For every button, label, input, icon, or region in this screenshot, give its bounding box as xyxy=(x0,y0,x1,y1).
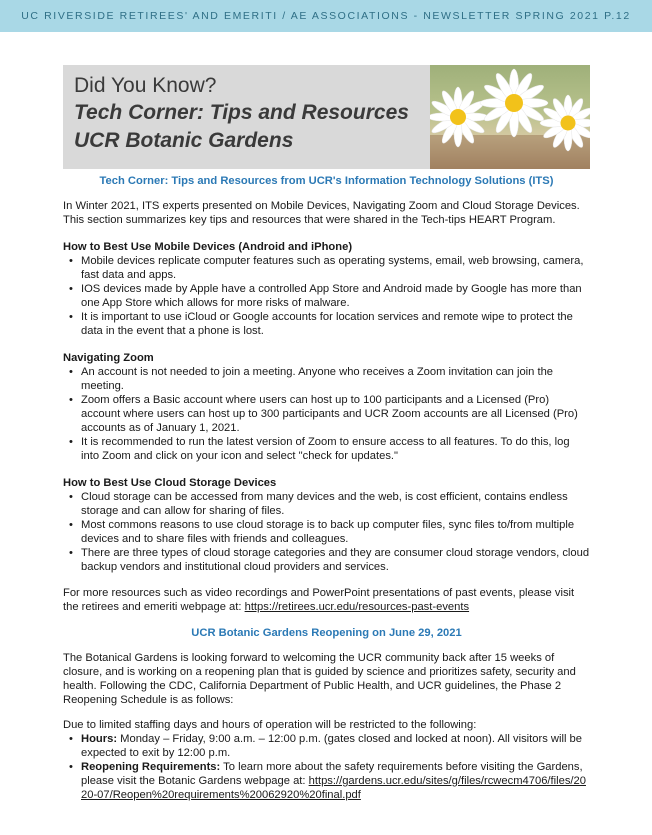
banner-title: Tech Corner: Tips and Resources xyxy=(74,101,409,124)
list-item: • There are three types of cloud storage categories and they are consumer cloud storage vendors, cloud backup vendors and institutional cloud providers and services. xyxy=(63,546,590,574)
gardens-list xyxy=(63,732,590,802)
resources-link[interactable]: https://retirees.ucr.edu/resources-past-events xyxy=(244,601,470,613)
cloud-list xyxy=(63,490,590,574)
list-item: • Most commons reasons to use cloud storage is to back up computer files, sync files to/from multiple devices and to share files with friends and colleagues. xyxy=(63,518,590,546)
daisy-flowers-photo xyxy=(430,65,590,169)
cloud-heading: How to Best Use Cloud Storage Devices xyxy=(63,477,277,489)
tech-corner-heading: Tech Corner: Tips and Resources from UCR's Information Technology Solutions (ITS) xyxy=(99,175,554,187)
list-item: • An account is not needed to join a meeting. Anyone who receives a Zoom invitation can join the meeting. xyxy=(63,365,590,393)
list-item: • Mobile devices replicate computer features such as operating systems, email, web browsing, camera, fast data and apps. xyxy=(63,254,590,282)
tech-intro: In Winter 2021, ITS experts presented on Mobile Devices, Navigating Zoom and Cloud Storage Devices. This section summarizes key tips and resources that were shared in the Tech-tips HEART Program. xyxy=(63,200,580,226)
banner-kicker: Did You Know? xyxy=(74,74,217,97)
newsletter-header-bar xyxy=(0,0,652,32)
zoom-heading: Navigating Zoom xyxy=(63,352,154,364)
list-item: • It is important to use iCloud or Google accounts for location services and remote wipe to protect the data in the event that a phone is lost. xyxy=(63,310,590,338)
hours-text: Monday – Friday, 9:00 a.m. – 12:00 p.m. (gates closed and locked at noon). All visitors will be expected to exit by 12:00 p.m. xyxy=(81,733,582,759)
gardens-heading: UCR Botanic Gardens Reopening on June 29, 2021 xyxy=(191,627,462,639)
article-body xyxy=(63,172,590,802)
zoom-list xyxy=(63,365,590,463)
requirements-link[interactable]: https://gardens.ucr.edu/sites/g/files/rcwecm4706/files/2020-07/Reopen%20requirements%20062920%20final.pdf xyxy=(81,775,586,801)
daisy-icon xyxy=(430,65,590,169)
mobile-heading: How to Best Use Mobile Devices (Android and iPhone) xyxy=(63,241,353,253)
resources-text: For more resources such as video recordings and PowerPoint presentations of past events, please visit the retirees and emeriti webpage at: xyxy=(63,587,575,613)
gardens-intro: The Botanical Gardens is looking forward to welcoming the UCR community back after 15 weeks of closure, and is working on a reopening plan that is guided by science and prioritizes safety, security and health. Following the CDC, California Department of Public Health, and UCR guidelines, the Phase 2 Reopening Schedule is as follows: xyxy=(63,652,576,706)
list-item: • It is recommended to run the latest version of Zoom to ensure access to all features. To do this, log into Zoom and click on your icon and select "check for updates." xyxy=(63,435,590,463)
resources-paragraph xyxy=(63,586,590,614)
list-item: • IOS devices made by Apple have a controlled App Store and Android made by Google has more than one App Store which allows for more risks of malware. xyxy=(63,282,590,310)
mobile-list xyxy=(63,254,590,338)
hours-label: Hours: xyxy=(81,733,118,745)
list-item xyxy=(63,732,590,760)
banner-subtitle: UCR Botanic Gardens xyxy=(74,129,294,152)
requirements-label: Reopening Requirements: xyxy=(81,761,221,773)
newsletter-header-text: UC RIVERSIDE RETIREES' AND EMERITI / AE ASSOCIATIONS - NEWSLETTER SPRING 2021 P.12 xyxy=(21,10,631,22)
list-item: • Zoom offers a Basic account where users can host up to 100 participants and a Licensed (Pro) account where users can host up to 300 participants and UCR Zoom accounts are all Licensed (Pro) accounts as of January 1, 2021. xyxy=(63,393,590,435)
list-item: • Cloud storage can be accessed from many devices and the web, is cost efficient, contains endless storage and can allow for sharing of files. xyxy=(63,490,590,518)
list-item xyxy=(63,760,590,802)
gardens-limited: Due to limited staffing days and hours of operation will be restricted to the following: xyxy=(63,719,477,731)
banner-text xyxy=(74,73,409,155)
requirements-text: To learn more about the safety requirements before visiting the Gardens, please visit the Botanic Gardens webpage at: xyxy=(81,761,583,787)
